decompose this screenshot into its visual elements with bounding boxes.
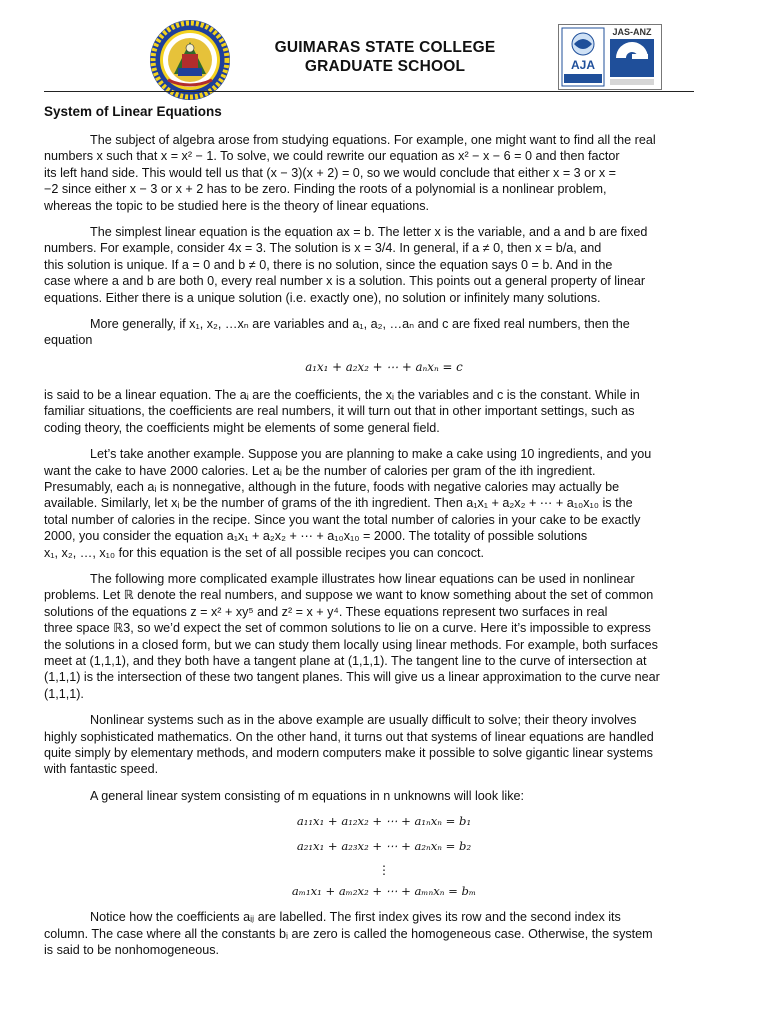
system-equation-row-2: a₂₁x₁ + a₂₃x₂ + ⋯ + a₂ₙxₙ = b₂ [296, 839, 472, 854]
paragraph-1-line: −2 since either x − 3 or x + 2 has to be zero. Finding the roots of a polynomial is a nonlinear problem, [44, 182, 607, 197]
header-divider [44, 91, 694, 92]
paragraph-6-line: meet at (1,1,1), and they both have a tangent plane at (1,1,1). The tangent line to the curve of intersection at [44, 653, 647, 668]
paragraph-4-line: coding theory, the coefficients might be elements of some general field. [44, 420, 440, 435]
paragraph-5-line: want the cake to have 2000 calories. Let aᵢ be the number of calories per gram of the ith ingredient. [44, 463, 596, 478]
system-vertical-ellipsis: ⋮ [378, 863, 390, 878]
paragraph-1 [44, 132, 724, 214]
linear-equation: a₁x₁ + a₂x₂ + ⋯ + aₙxₙ = c [305, 359, 463, 374]
jas-anz-badge-text: JAS-ANZ [612, 27, 652, 37]
paragraph-1-line: whereas the topic to be studied here is the theory of linear equations. [44, 198, 430, 213]
paragraph-2 [44, 224, 724, 306]
paragraph-9-line: Notice how the coefficients aᵢⱼ are labelled. The first index gives its row and the second index its [90, 910, 621, 925]
paragraph-2-line: numbers. For example, consider 4x = 3. The solution is x = 3/4. In general, if a ≠ 0, then x = b/a, and [44, 241, 602, 256]
paragraph-4-line: familiar situations, the coefficients are real numbers, it will turn out that in other important settings, such as [44, 404, 635, 419]
document-header [0, 0, 768, 96]
linear-system [44, 814, 724, 899]
paragraph-6-line: solutions of the equations z = x² + xy⁵ and z² = x + y⁴. These equations represent two surfaces in real [44, 604, 608, 619]
section-title: System of Linear Equations [44, 104, 222, 119]
paragraph-6-line: (1,1,1). [44, 686, 84, 701]
paragraph-3 [44, 316, 724, 349]
paragraph-5-line: Let’s take another example. Suppose you are planning to make a cake using 10 ingredients, and you [90, 447, 652, 462]
paragraph-6 [44, 571, 724, 702]
college-name: GUIMARAS STATE COLLEGE [274, 39, 496, 56]
paragraph-4-line: is said to be a linear equation. The aᵢ are the coefficients, the xᵢ the variables and c is the constant. While in [44, 387, 640, 402]
paragraph-6-line: The following more complicated example illustrates how linear equations can be used in nonlinear [90, 571, 635, 586]
paragraph-5-line: total number of calories in the recipe. Since you want the total number of calories in your cake to be exactly [44, 512, 641, 527]
college-seal-logo [148, 18, 232, 102]
paragraph-7-line: quite simply by elementary methods, and modern computers make it possible to solve gigantic linear systems [44, 746, 653, 760]
paragraph-6-line: problems. Let ℝ denote the real numbers, and suppose we want to know something about the set of common [44, 588, 654, 603]
paragraph-1-line: The subject of algebra arose from studying equations. For example, one might want to find all the real [90, 133, 656, 147]
paragraph-7-line: with fantastic speed. [44, 762, 159, 777]
paragraph-9-line: is said to be nonhomogeneous. [44, 943, 220, 958]
paragraph-6-line: the solutions in a closed form, but we can study them locally using linear methods. For example, both surfaces [44, 637, 658, 652]
paragraph-8-line: A general linear system consisting of m equations in n unknowns will look like: [90, 788, 525, 803]
paragraph-5-line: Presumably, each aᵢ is nonnegative, although in the future, foods with negative calories may actually be [44, 479, 620, 494]
paragraph-6-line: (1,1,1) is the intersection of these two tangent planes. This will give us a linear approximation to the curve near [44, 670, 660, 685]
paragraph-5-line: available. Similarly, let xᵢ be the number of grams of the ith ingredient. Then a₁x₁ + a₂x₂ + ⋯ + a₁₀x₁₀ is the [44, 496, 633, 511]
paragraph-9 [44, 909, 724, 958]
aja-badge-text: AJA [570, 58, 596, 72]
system-equation-row-m: aₘ₁x₁ + aₘ₂x₂ + ⋯ + aₘₙxₙ = bₘ [291, 884, 477, 899]
paragraph-7 [44, 712, 724, 778]
paragraph-7-line: Nonlinear systems such as in the above example are usually difficult to solve; their theory involves [90, 713, 637, 728]
paragraph-6-line: three space ℝ3, so we’d expect the set of common solutions to lie on a curve. Here it’s impossible to express [44, 621, 651, 636]
paragraph-9-line: column. The case where all the constants bᵢ are zero is called the homogeneous case. Otherwise, the system [44, 926, 653, 941]
paragraph-2-line: equations. Either there is a unique solution (i.e. exactly one), no solution or infinitely many solutions. [44, 290, 601, 305]
paragraph-5-line: x₁, x₂, …, x₁₀ for this equation is the set of all possible recipes you can concoct. [44, 545, 485, 560]
paragraph-2-line: this solution is unique. If a = 0 and b ≠ 0, there is no solution, since the equation says 0 = b. And in the [44, 257, 613, 272]
paragraph-5-line: 2000, you consider the equation a₁x₁ + a₂x₂ + ⋯ + a₁₀x₁₀ = 2000. The totality of possible solutions [44, 529, 588, 544]
paragraph-5 [44, 446, 724, 561]
paragraph-3-line: More generally, if x₁, x₂, …xₙ are variables and a₁, a₂, …aₙ and c are fixed real numbers, then the [90, 317, 630, 332]
paragraph-2-line: The simplest linear equation is the equation ax = b. The letter x is the variable, and a and b are fixed [90, 225, 648, 240]
paragraph-3-line: equation [44, 333, 93, 348]
paragraph-2-line: case where a and b are both 0, every real number x is a solution. This points out a general property of linear [44, 274, 646, 289]
certification-logo [558, 24, 662, 90]
school-name: GRADUATE SCHOOL [304, 58, 466, 75]
school-title-block [240, 38, 530, 76]
document-body [44, 104, 724, 968]
paragraph-8 [44, 788, 724, 804]
paragraph-7-line: highly sophisticated mathematics. On the other hand, it turns out that systems of linear equations are handled [44, 729, 654, 744]
system-equation-row-1: a₁₁x₁ + a₁₂x₂ + ⋯ + a₁ₙxₙ = b₁ [296, 814, 472, 829]
paragraph-1-line: its left hand side. This would tell us that (x − 3)(x + 2) = 0, so we would conclude that either x = 3 or x = [44, 165, 617, 180]
paragraph-1-line: numbers x such that x = x² − 1. To solve, we could rewrite our equation as x² − x − 6 = 0 and then factor [44, 149, 620, 164]
paragraph-4 [44, 387, 724, 436]
